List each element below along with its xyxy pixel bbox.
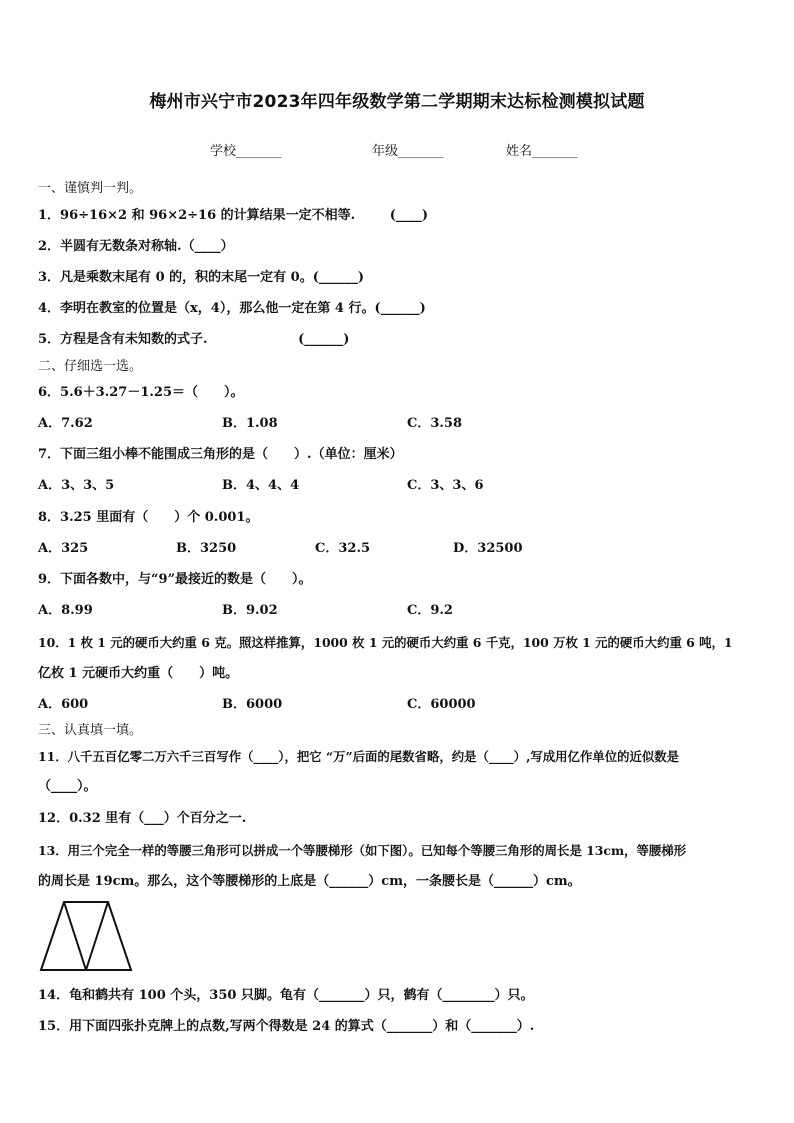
- question-10-option-b: B．6000: [222, 697, 283, 712]
- question-6-option-b: B．1.08: [222, 416, 278, 431]
- question-6-option-c: C．3.58: [407, 416, 463, 431]
- triangle-edge-left: [64, 902, 86, 970]
- section-2-heading: 二、仔细选一选。: [38, 359, 143, 374]
- question-9-option-b: B．9.02: [222, 603, 278, 618]
- question-11-line-1: 11．八千五百亿零二万六千三百写作（____），把它 “万”后面的尾数省略，约是（____）,写成用亿作单位的近似数是: [38, 749, 680, 764]
- page-title: 梅州市兴宁市2023年四年级数学第二学期期末达标检测模拟试题: [149, 92, 645, 112]
- question-1: [38, 207, 428, 225]
- name-field: 姓名_______: [506, 144, 578, 159]
- question-10-line-1: 10．1 枚 1 元的硬币大约重 6 克。照这样推算，1000 枚 1 元的硬币大约重 6 千克，100 万枚 1 元的硬币大约重 6 吨，1: [38, 635, 733, 650]
- question-7-option-a: A．3、3、5: [38, 478, 115, 493]
- question-9-option-c: C．9.2: [407, 603, 453, 618]
- section-1-heading: 一、谨慎判一判。: [38, 181, 143, 196]
- question-14: 14．龟和鹤共有 100 个头，350 只脚。龟有（_______）只，鹤有（________）只。: [38, 988, 534, 1003]
- trapezoid-figure: [38, 898, 134, 974]
- question-11-line-2: （____）。: [38, 779, 97, 794]
- question-9-option-a: A．8.99: [38, 603, 93, 618]
- question-6-option-a: A．7.62: [38, 416, 93, 431]
- question-8: 8．3.25 里面有（ ）个 0.001。: [38, 510, 259, 525]
- triangle-edge-right: [86, 902, 108, 970]
- question-4: 4．李明在教室的位置是（x，4），那么他一定在第 4 行。(______): [38, 301, 426, 316]
- question-5-text: 5．方程是含有未知数的式子.: [38, 332, 208, 347]
- question-2: 2．半圆有无数条对称轴.（____）: [38, 239, 234, 254]
- question-15: 15．用下面四张扑克牌上的点数,写两个得数是 24 的算式（_______）和（_______）.: [38, 1019, 535, 1034]
- question-7-option-c: C．3、3、6: [407, 478, 484, 493]
- question-8-option-d: D．32500: [453, 541, 523, 556]
- question-13-line-1: 13．用三个完全一样的等腰三角形可以拼成一个等腰梯形（如下图）。已知每个等腰三角形的周长是 13cm，等腰梯形: [38, 843, 687, 858]
- school-field: 学校_______: [210, 144, 282, 159]
- question-5: [38, 331, 349, 349]
- question-9: 9．下面各数中，与“9”最接近的数是（ ）。: [38, 572, 312, 587]
- question-7: 7．下面三组小棒不能围成三角形的是（ ）.（单位：厘米）: [38, 447, 403, 462]
- question-10-option-a: A．600: [38, 697, 89, 712]
- question-1-text: 1．96÷16×2 和 96×2÷16 的计算结果一定不相等.: [38, 208, 356, 223]
- question-10-line-2: 亿枚 1 元硬币大约重（ ）吨。: [38, 666, 239, 681]
- question-7-option-b: B．4、4、4: [222, 478, 300, 493]
- question-8-option-b: B．3250: [176, 541, 237, 556]
- section-3-heading: 三、认真填一填。: [38, 723, 143, 738]
- question-12: 12．0.32 里有（___）个百分之一.: [38, 811, 247, 826]
- question-6: 6．5.6＋3.27－1.25＝（ ）。: [38, 385, 244, 400]
- question-5-blank: (______): [298, 332, 350, 347]
- question-10-option-c: C．60000: [407, 697, 476, 712]
- trapezoid-outline: [41, 902, 131, 970]
- grade-field: 年级_______: [372, 144, 444, 159]
- question-8-option-c: C．32.5: [315, 541, 371, 556]
- question-8-option-a: A．325: [38, 541, 89, 556]
- question-3: 3．凡是乘数末尾有 0 的，积的末尾一定有 0。(______): [38, 270, 365, 285]
- question-1-blank: (____): [389, 208, 429, 223]
- question-13-line-2: 的周长是 19cm。那么，这个等腰梯形的上底是（______）cm，一条腰长是（______）cm。: [38, 874, 581, 889]
